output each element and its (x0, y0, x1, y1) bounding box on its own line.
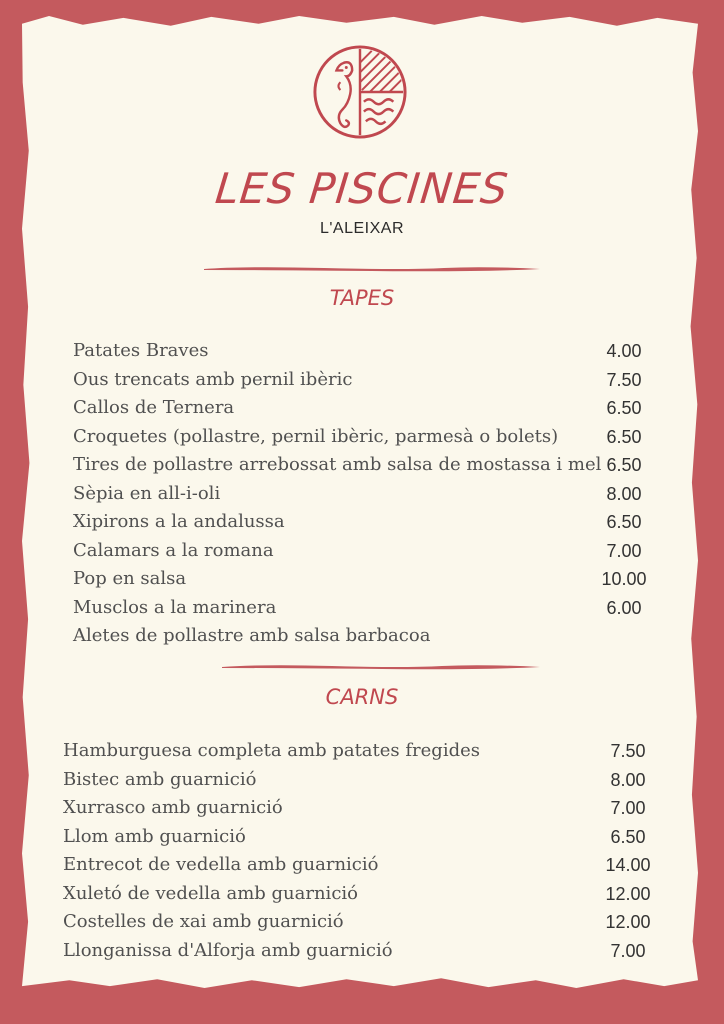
menu-item-name: Xipirons a la andalussa (73, 511, 285, 532)
menu-item-name: Callos de Ternera (73, 397, 235, 418)
menu-item-price: 10.00 (601, 569, 647, 589)
menu-item-name: Musclos a la marinera (73, 596, 277, 618)
menu-item-price: 12.00 (605, 883, 651, 904)
menu-item (0, 481, 724, 507)
menu-item (0, 424, 724, 450)
menu-item-name: Entrecot de vedella amb guarnició (63, 854, 379, 875)
menu-item-price: 7.00 (610, 940, 646, 961)
menu-item-name: Croquetes (pollastre, pernil ibèric, parmesà o bolets) (73, 425, 559, 447)
section-title-tapes: TAPES (329, 286, 395, 310)
menu-item-name: Aletes de pollastre amb salsa barbacoa (73, 625, 431, 646)
menu-item (0, 909, 724, 935)
menu-item (0, 566, 724, 592)
menu-item (0, 738, 724, 764)
seahorse-waves-emblem-icon (311, 43, 409, 141)
menu-item-name: Tires de pollastre arrebossat amb salsa de mostassa i mel (73, 454, 602, 475)
section-divider (204, 265, 540, 273)
menu-item-name: Calamars a la romana (73, 539, 274, 561)
menu-item (0, 452, 724, 478)
menu-item-price: 8.00 (606, 483, 642, 504)
menu-item-price: 8.00 (610, 769, 646, 790)
menu-item-name: Bistec amb guarnició (63, 768, 257, 790)
menu-item (0, 595, 724, 621)
menu-item-price: 6.50 (606, 398, 642, 418)
menu-item-name: Llonganissa d'Alforja amb guarnició (63, 939, 393, 961)
menu-item-price: 6.50 (606, 512, 642, 532)
menu-item-name: Sèpia en all-i-oli (73, 482, 221, 504)
menu-item-name: Costelles de xai amb guarnició (63, 911, 344, 932)
menu-item-price: 6.50 (606, 455, 642, 475)
menu-item-price: 4.00 (606, 341, 642, 361)
menu-item-price: 6.50 (610, 826, 646, 847)
menu-item-price: 7.00 (606, 540, 642, 561)
menu-item (0, 367, 724, 393)
menu-item (0, 338, 724, 364)
menu-item (0, 881, 724, 907)
menu-item-price: 12.00 (605, 912, 651, 932)
menu-item-name: Patates Braves (73, 340, 209, 361)
menu-item (0, 938, 724, 964)
menu-item (0, 767, 724, 793)
menu-item-name: Ous trencats amb pernil ibèric (73, 368, 353, 390)
menu-item (0, 623, 724, 649)
menu-item-price: 7.50 (610, 741, 646, 761)
menu-item-name: Xuletó de vedella amb guarnició (63, 882, 358, 904)
menu-item-price: 14.00 (605, 855, 651, 875)
menu-item (0, 795, 724, 821)
menu-item-name: Llom amb guarnició (63, 825, 246, 847)
section-title-carns: CARNS (325, 685, 399, 709)
menu-item (0, 824, 724, 850)
menu-item-name: Hamburguesa completa amb patates fregides (63, 740, 480, 761)
menu-item (0, 852, 724, 878)
menu-item (0, 538, 724, 564)
menu-item-name: Pop en salsa (73, 568, 187, 589)
menu-item (0, 509, 724, 535)
section-divider (222, 663, 540, 671)
menu-item-name: Xurrasco amb guarnició (63, 797, 283, 818)
menu-item (0, 395, 724, 421)
restaurant-name: LES PISCINES (213, 164, 511, 213)
menu-item-price: 6.50 (606, 426, 642, 447)
menu-item-price: 7.00 (610, 798, 646, 818)
menu-item-price: 6.00 (606, 597, 642, 618)
menu-item-price: 7.50 (606, 369, 642, 390)
restaurant-location: L'ALEIXAR (319, 220, 405, 237)
